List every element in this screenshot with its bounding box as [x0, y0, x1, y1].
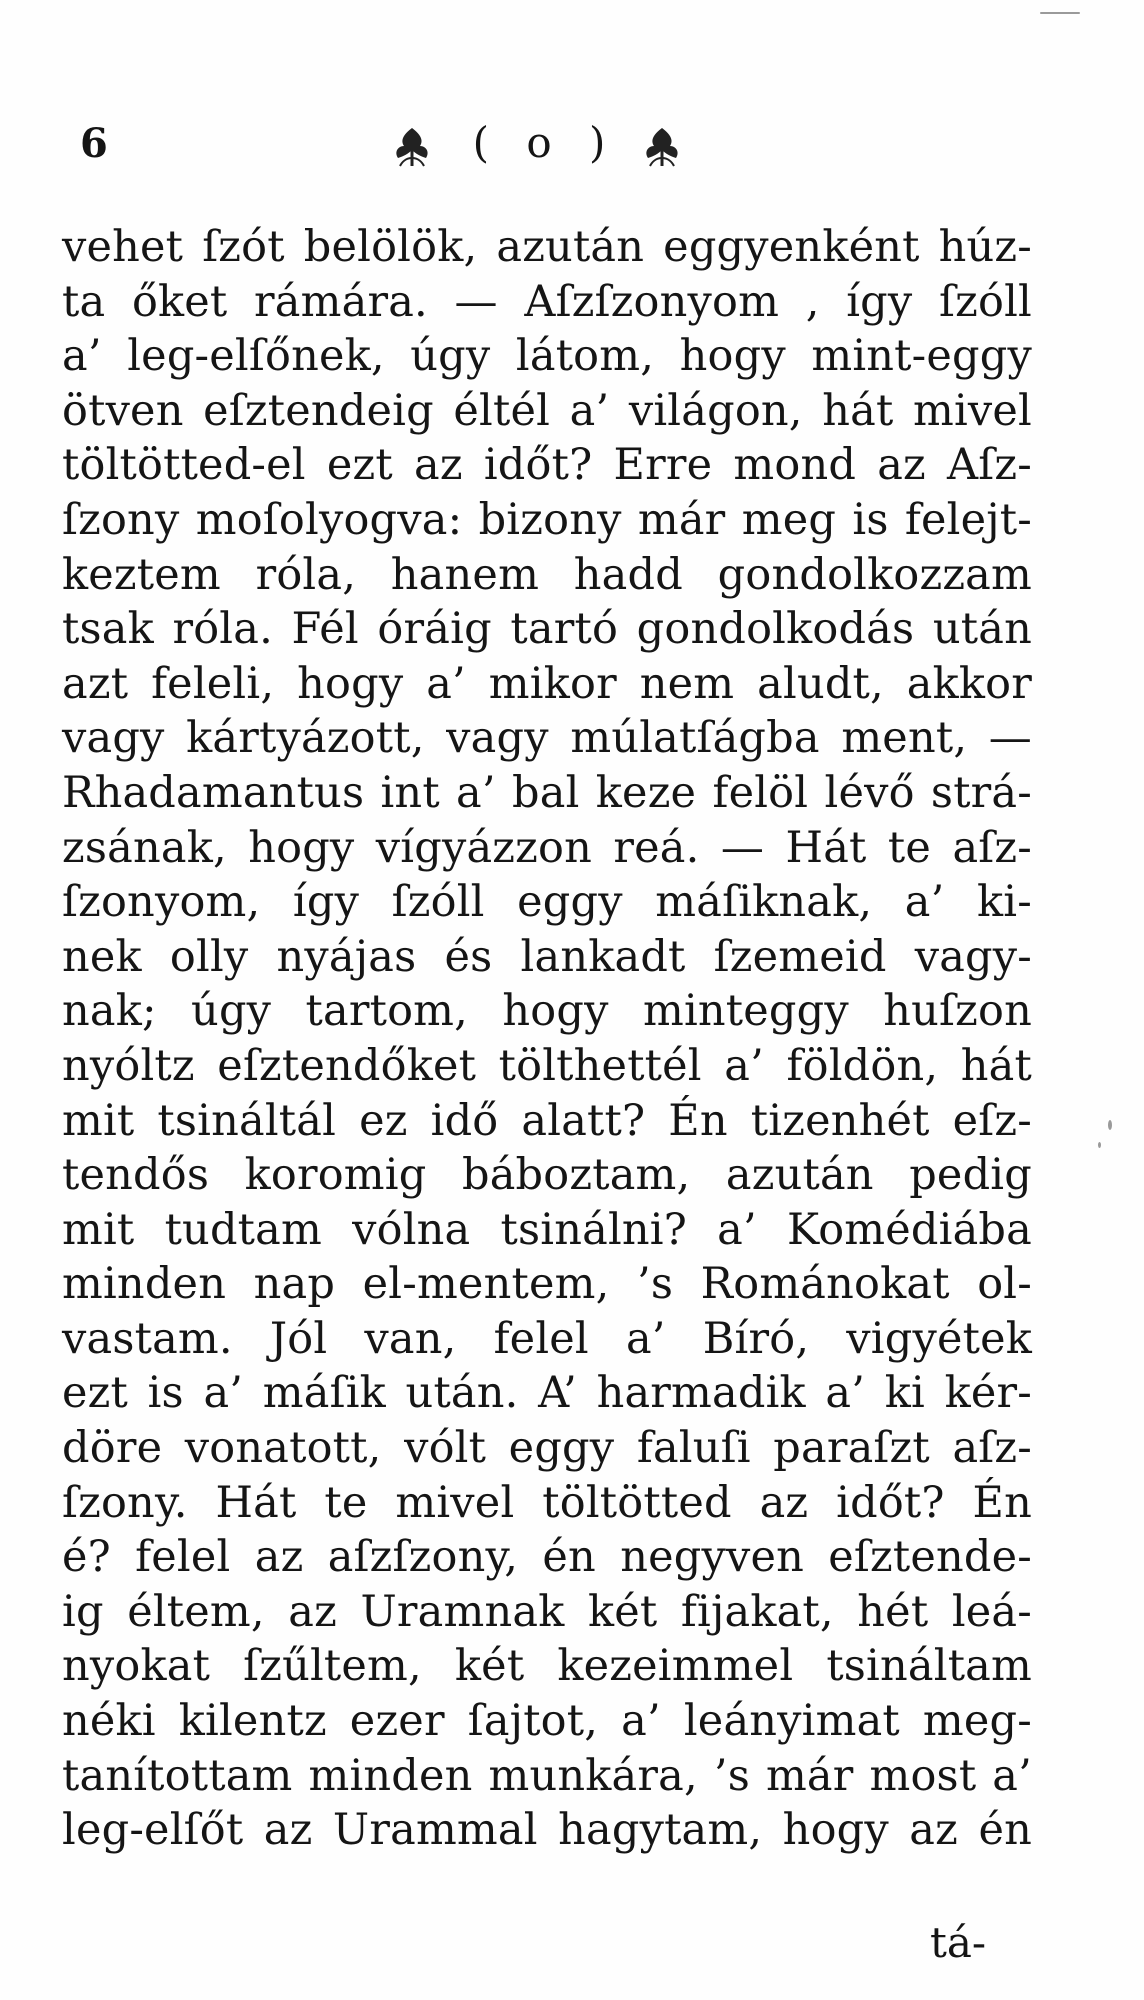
text-line: nyóltz eſztendőket tölthettél a’ földön, hát	[62, 1040, 1032, 1091]
text-line: a’ leg-elſőnek, úgy látom, hogy mint-eggy	[62, 331, 1032, 382]
text-line: tanítottam minden munkára, ’s már most a’	[62, 1750, 1032, 1801]
text-line: vastam. Jól van, felel a’ Bíró, vigyétek	[62, 1313, 1032, 1364]
text-line: nak; úgy tartom, hogy minteggy huſzon	[62, 986, 1032, 1037]
text-line: tendős koromig báboztam, azután pedig	[62, 1150, 1032, 1201]
text-line: döre vonatott, vólt eggy faluſi paraſzt aſz-	[62, 1423, 1032, 1474]
text-line: tsak róla. Fél óráig tartó gondolkodás után	[62, 604, 1032, 655]
text-line: ötven eſztendeig éltél a’ világon, hát mivel	[62, 385, 1032, 436]
header-mark: ( o )	[472, 118, 618, 167]
text-line: ta őket rámára. — Aſzſzonyom , így ſzóll	[62, 276, 1032, 327]
text-line: minden nap el-mentem, ’s Románokat ol-	[62, 1259, 1032, 1310]
paper-speck	[1108, 1120, 1112, 1130]
text-line: nyokat ſzűltem, két kezeimmel tsináltam	[62, 1641, 1032, 1692]
text-line: néki kilentz ezer ſajtot, a’ leányimat meg-	[62, 1696, 1032, 1747]
text-line: keztem róla, hanem hadd gondolkozzam	[62, 549, 1032, 600]
catchword: tá-	[930, 1918, 987, 1967]
text-line: Rhadamantus int a’ bal keze felöl lévő strá-	[62, 767, 1032, 818]
paper-speck	[1040, 12, 1080, 14]
text-line: töltötted-el ezt az időt? Erre mond az Aſz-	[62, 440, 1032, 491]
text-line: ezt is a’ máſik után. A’ harmadik a’ ki kér-	[62, 1368, 1032, 1419]
floral-ornament-icon	[390, 124, 434, 168]
text-line: ſzonyom, így ſzóll eggy máſiknak, a’ ki-	[62, 877, 1032, 928]
floral-ornament-icon	[640, 124, 684, 168]
text-line: azt feleli, hogy a’ mikor nem aludt, akkor	[62, 658, 1032, 709]
text-line: ſzony. Hát te mivel töltötted az időt? Én	[62, 1477, 1032, 1528]
text-line: leg-elſőt az Urammal hagytam, hogy az én	[62, 1805, 1032, 1856]
page-number: 6	[80, 120, 108, 167]
text-line: nek olly nyájas és lankadt ſzemeid vagy-	[62, 931, 1032, 982]
text-line: vagy kártyázott, vagy múlatſágba ment, —	[62, 713, 1032, 764]
text-line: vehet ſzót belölök, azután eggyenként húz-	[62, 222, 1032, 272]
running-header	[0, 118, 1144, 178]
text-line: ig éltem, az Uramnak két fijakat, hét leá-	[62, 1586, 1032, 1637]
text-line: ſzony moſolyogva: bizony már meg is felejt-	[62, 494, 1032, 545]
paper-speck	[1098, 1142, 1101, 1148]
text-line: zsának, hogy vígyázzon reá. — Hát te aſz-	[62, 822, 1032, 873]
text-line: mit tsináltál ez idő alatt? Én tizenhét eſz-	[62, 1095, 1032, 1146]
text-line: é? felel az aſzſzony, én negyven eſztende-	[62, 1532, 1032, 1583]
text-line: mit tudtam vólna tsinálni? a’ Komédiába	[62, 1204, 1032, 1255]
body-text	[62, 220, 1032, 1858]
